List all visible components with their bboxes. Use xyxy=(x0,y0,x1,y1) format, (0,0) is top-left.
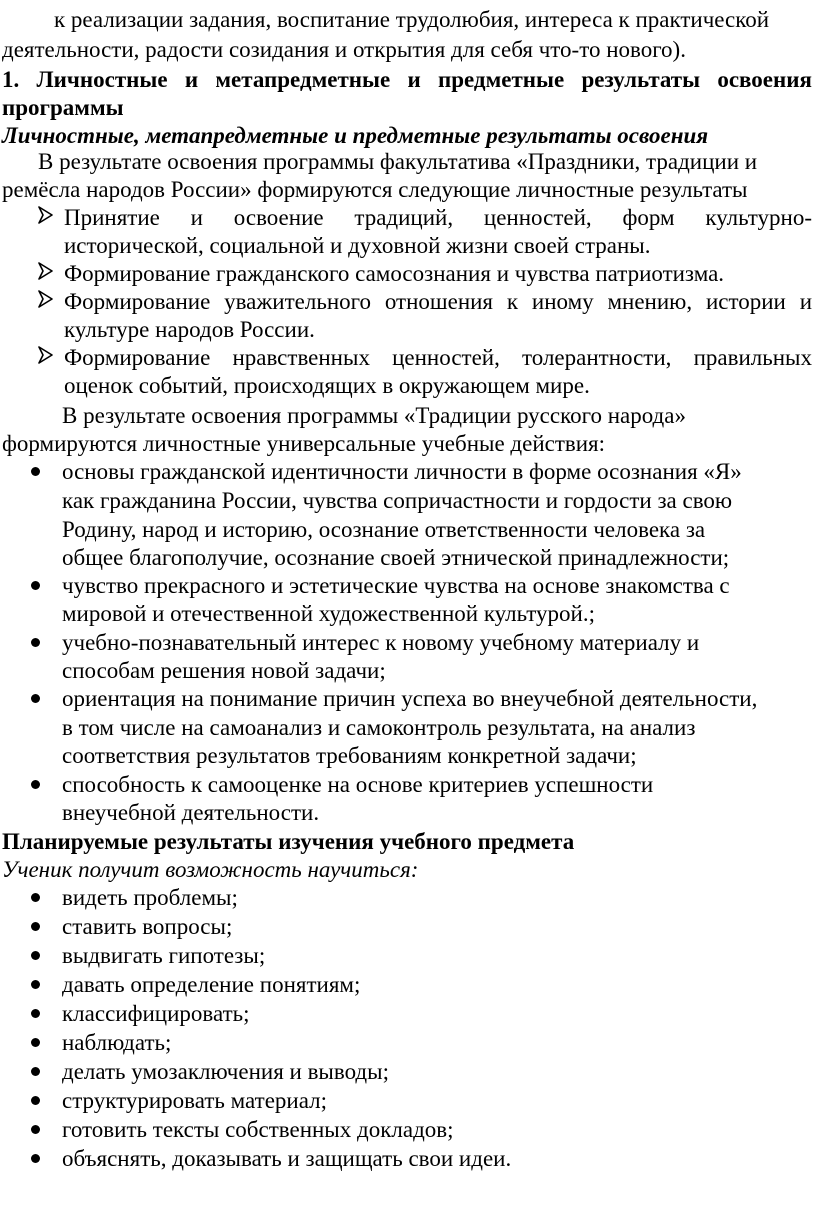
arrow-item-3-line-2: культуре народов России. xyxy=(64,317,315,342)
skill-item: структурировать материал; xyxy=(62,1088,327,1113)
bullet-4-line-3: соответствия результатов требованиям конкретной задачи; xyxy=(62,743,637,768)
student-heading: Ученик получит возможность научиться: xyxy=(2,857,419,882)
bullet-3-line-2: способам решения новой задачи; xyxy=(62,658,386,683)
paragraph-2-line-2: формируются личностные универсальные учебные действия: xyxy=(2,431,606,456)
intro-line-2: деятельности, радости созидания и открытия для себя что-то нового). xyxy=(2,37,686,62)
skill-item: наблюдать; xyxy=(62,1030,172,1055)
bullet-dot-icon xyxy=(31,980,40,989)
bullet-dot-icon xyxy=(31,922,40,931)
bullet-dot-icon xyxy=(31,1125,40,1134)
section-number: 1. xyxy=(2,67,20,92)
skill-item: готовить тексты собственных докладов; xyxy=(62,1117,454,1142)
skill-item: классифицировать; xyxy=(62,1001,250,1026)
bullet-dot-icon xyxy=(31,581,40,590)
skill-item: делать умозаключения и выводы; xyxy=(62,1059,389,1084)
bullet-dot-icon xyxy=(31,780,40,789)
bullet-2-line-1: чувство прекрасного и эстетические чувства на основе знакомства с xyxy=(62,573,730,598)
section-title-word: и xyxy=(184,67,199,92)
bullet-4-line-2: в том числе на самоанализ и самоконтроль результата, на анализ xyxy=(62,715,696,740)
skill-item: ставить вопросы; xyxy=(62,914,233,939)
italic-heading: Личностные, метапредметные и предметные результаты освоения xyxy=(2,123,709,148)
bullet-dot-icon xyxy=(31,1038,40,1047)
arrow-bullet-icon xyxy=(38,290,54,308)
bullet-dot-icon xyxy=(31,893,40,902)
bullet-1-line-1: основы гражданской идентичности личности в форме осознания «Я» xyxy=(62,459,742,484)
arrow-bullet-icon xyxy=(38,346,54,364)
bullet-5-line-1: способность к самооценке на основе критериев успешности xyxy=(62,772,654,797)
paragraph-1-line-1: В результате освоения программы факультатива «Праздники, традиции и xyxy=(38,149,758,174)
paragraph-2-line-1: В результате освоения программы «Традиции русского народа» xyxy=(62,403,686,428)
section-title-line-1 xyxy=(2,68,812,91)
skill-item: объяснять, доказывать и защищать свои идеи. xyxy=(62,1146,512,1171)
skill-item: давать определение понятиям; xyxy=(62,972,361,997)
bullet-1-line-2: как гражданина России, чувства сопричастности и гордости за свою xyxy=(62,488,733,513)
bullet-2-line-2: мировой и отечественной художественной культурой.; xyxy=(62,601,595,626)
arrow-item-1-line-1: Принятие и освоение традиций, ценностей, форм культурно- xyxy=(64,205,812,230)
paragraph-1-line-2: ремёсла народов России» формируются следующие личностные результаты xyxy=(2,177,748,202)
skill-item: видеть проблемы; xyxy=(62,885,238,910)
bullet-dot-icon xyxy=(31,1009,40,1018)
section-title-word: метапредметные xyxy=(215,67,391,92)
arrow-item-4-line-1: Формирование нравственных ценностей, толерантности, правильных xyxy=(64,345,812,370)
bullet-1-line-4: общее благополучие, осознание своей этнической принадлежности; xyxy=(62,545,730,570)
bullet-1-line-3: Родину, народ и историю, осознание ответственности человека за xyxy=(62,517,706,542)
bullet-4-line-1: ориентация на понимание причин успеха во внеучебной деятельности, xyxy=(62,686,758,711)
arrow-item-1-line-2: исторической, социальной и духовной жизни своей страны. xyxy=(64,233,651,258)
section-title-word: результаты xyxy=(581,67,701,92)
bullet-dot-icon xyxy=(31,1154,40,1163)
arrow-bullet-icon xyxy=(38,206,54,224)
bullet-dot-icon xyxy=(31,951,40,960)
section-title-word: предметные xyxy=(437,67,565,92)
bullet-3-line-1: учебно-познавательный интерес к новому учебному материалу и xyxy=(62,630,700,655)
bullet-dot-icon xyxy=(31,467,40,476)
bullet-dot-icon xyxy=(31,1096,40,1105)
arrow-bullet-icon xyxy=(38,262,54,280)
bullet-dot-icon xyxy=(31,638,40,647)
bullet-5-line-2: внеучебной деятельности. xyxy=(62,800,320,825)
section-title-word: Личностные xyxy=(36,67,168,92)
intro-line-1: к реализации задания, воспитание трудолюбия, интереса к практической xyxy=(54,7,770,32)
arrow-item-4-line-2: оценок событий, происходящих в окружающем мире. xyxy=(64,373,590,398)
section-title-word: и xyxy=(407,67,421,92)
arrow-item-3-line-1: Формирование уважительного отношения к иному мнению, истории и xyxy=(64,289,812,314)
arrow-item-2-line-1: Формирование гражданского самосознания и чувства патриотизма. xyxy=(64,261,725,286)
section-title-word: освоения xyxy=(717,67,812,92)
planned-results-heading: Планируемые результаты изучения учебного предмета xyxy=(2,829,575,854)
bullet-dot-icon xyxy=(31,694,40,703)
section-title-line-2: программы xyxy=(2,95,124,120)
bullet-dot-icon xyxy=(31,1067,40,1076)
skill-item: выдвигать гипотезы; xyxy=(62,943,266,968)
